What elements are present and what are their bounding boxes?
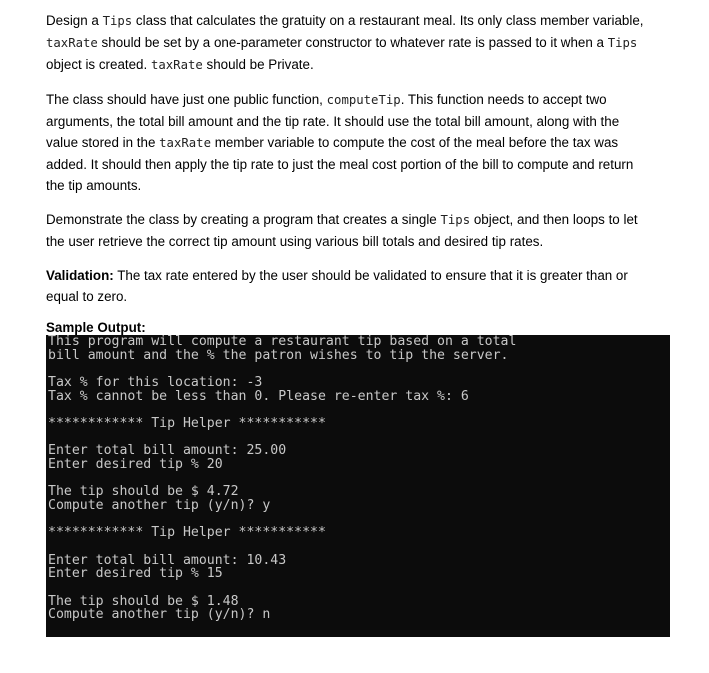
text: object is created. xyxy=(46,57,151,72)
code-taxrate: taxRate xyxy=(150,58,203,72)
text: . This function needs to accept two xyxy=(400,92,607,107)
document-body xyxy=(46,10,666,337)
text: member variable to compute the cost of the meal before the tax was xyxy=(210,135,619,150)
code-tips: Tips xyxy=(440,213,471,227)
console-line: Enter desired tip % 20 xyxy=(48,457,223,472)
console-banner: ************ Tip Helper *********** xyxy=(48,526,326,540)
text: the user retrieve the correct tip amount using various bill totals and desired tip rates. xyxy=(46,234,544,249)
code-taxrate: taxRate xyxy=(159,136,211,150)
console-line: This program will compute a restaurant tip based on a total xyxy=(48,335,517,349)
code-computetip: computeTip xyxy=(326,93,401,107)
text: should be set by a one-parameter constructor to whatever rate is passed to it when a xyxy=(97,35,608,50)
console-output xyxy=(46,335,670,637)
console-line: Enter total bill amount: 25.00 xyxy=(48,444,287,458)
text: should be Private. xyxy=(202,57,314,72)
paragraph-3 xyxy=(46,209,666,252)
console-line: Compute another tip (y/n)? y xyxy=(48,498,271,513)
console-line: Compute another tip (y/n)? n xyxy=(48,608,271,622)
sample-output-label: Sample Output: xyxy=(46,320,146,335)
text: Demonstrate the class by creating a program that creates a single xyxy=(46,212,441,227)
console-line: The tip should be $ 1.48 xyxy=(48,594,239,609)
text: equal to zero. xyxy=(46,289,128,304)
code-tips: Tips xyxy=(102,14,133,28)
text: added. It should then apply the tip rate to just the meal cost portion of the bill to compute and return xyxy=(46,157,634,172)
console-line: bill amount and the % the patron wishes to tip the server. xyxy=(48,348,509,363)
text: object, and then loops to let xyxy=(470,212,638,227)
text: The class should have just one public function, xyxy=(46,92,327,107)
code-tips: Tips xyxy=(607,36,638,50)
console-line: Enter total bill amount: 10.43 xyxy=(48,553,287,568)
code-taxrate: taxRate xyxy=(46,36,98,50)
console-line: Enter desired tip % 15 xyxy=(48,567,223,581)
paragraph-2 xyxy=(46,89,666,196)
text: value stored in the xyxy=(46,135,160,150)
text: class that calculates the gratuity on a restaurant meal. Its only class member variable, xyxy=(132,13,644,28)
console-line: Tax % for this location: -3 xyxy=(48,375,263,390)
text: arguments, the total bill amount and the tip rate. It should use the total bill amount, along with the xyxy=(46,114,620,129)
validation-label: Validation: xyxy=(46,268,114,283)
console-line: Tax % cannot be less than 0. Please re-enter tax %: 6 xyxy=(48,389,469,404)
text: The tax rate entered by the user should be validated to ensure that it is greater than or xyxy=(113,268,628,283)
text: the tip amounts. xyxy=(46,178,142,193)
paragraph-4 xyxy=(46,265,666,307)
console-line: The tip should be $ 4.72 xyxy=(48,485,239,499)
paragraph-1 xyxy=(46,10,666,76)
text: Design a xyxy=(46,13,103,28)
console-banner: ************ Tip Helper *********** xyxy=(48,416,326,431)
